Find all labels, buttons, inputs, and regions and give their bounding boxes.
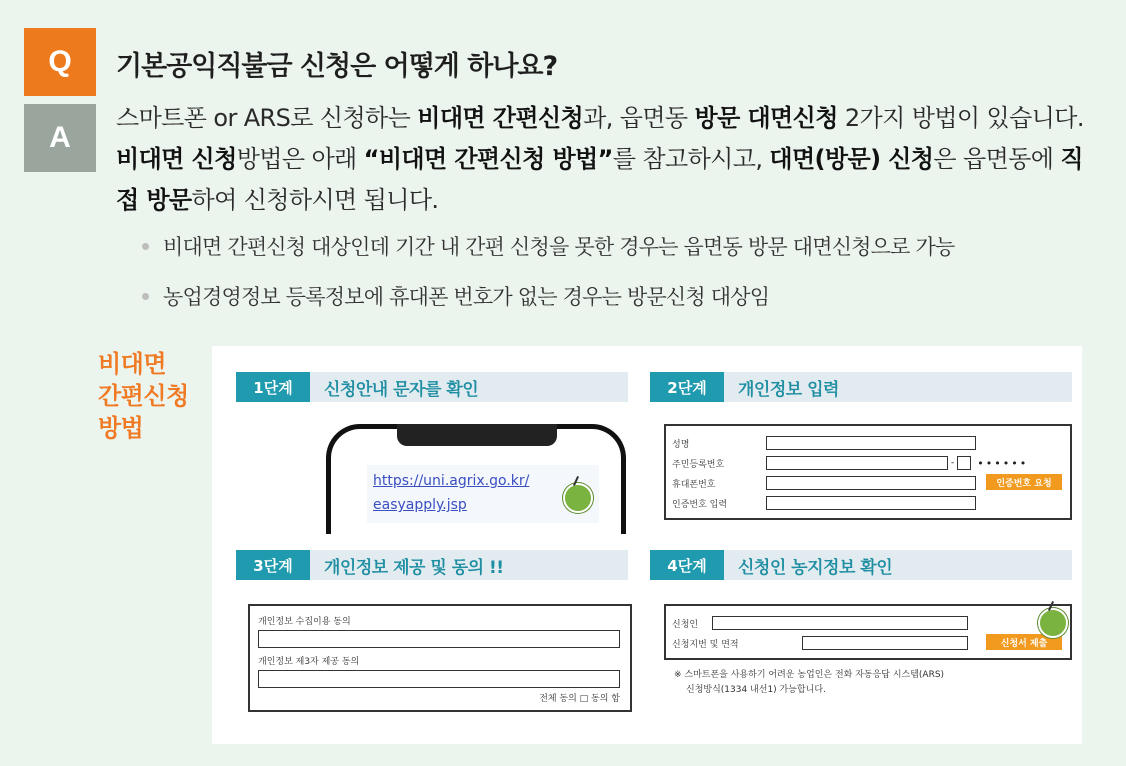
resident-number-field[interactable] xyxy=(766,456,948,470)
method-title: 비대면 간편신청 방법 xyxy=(98,350,189,442)
step-3-header: 3단계 개인정보 제공 및 동의 !! xyxy=(236,550,628,580)
apply-link-path[interactable]: easyapply.jsp xyxy=(373,497,467,513)
phone-field[interactable] xyxy=(766,476,976,490)
agree-all-checkbox[interactable]: 전체 동의 □ 동의 함 xyxy=(539,694,620,704)
submit-application-button[interactable]: 신청서 제출 xyxy=(986,634,1062,650)
bullet-item: 비대면 간편신청 대상인데 기간 내 간편 신청을 못한 경우는 읍면동 방문 대면신청으로 가능 xyxy=(142,232,954,260)
request-auth-button[interactable]: 인증번호 요청 xyxy=(986,474,1062,490)
note-bullets xyxy=(142,232,954,332)
ars-note: ※ 스마트폰을 사용하기 어려운 농업인은 전화 자동응답 시스템(ARS) 신청방식(1334 내선1) 가능합니다. xyxy=(674,670,945,695)
apple-cursor-icon xyxy=(563,483,593,513)
consent-box-2[interactable] xyxy=(258,670,620,688)
question-badge: Q xyxy=(24,28,96,96)
bullet-item: 농업경영정보 등록정보에 휴대폰 번호가 없는 경우는 방문신청 대상임 xyxy=(142,282,954,310)
phone-notch xyxy=(397,424,557,446)
answer-badge: A xyxy=(24,104,96,172)
answer-text: 스마트폰 or ARS로 신청하는 비대면 간편신청과, 읍면동 방문 대면신청 2가지 방법이 있습니다. 비대면 신청방법은 아래 “비대면 간편신청 방법”를 참고하시고, 대면(방문) 신청은 읍면동에 직접 방문하여 신청하시면 됩니다. xyxy=(116,104,1084,214)
phone-illustration xyxy=(326,424,626,534)
name-field[interactable] xyxy=(766,436,976,450)
lot-area-field[interactable] xyxy=(802,636,968,650)
method-panel xyxy=(212,346,1082,744)
auth-code-field[interactable] xyxy=(766,496,976,510)
personal-info-form: 성명 주민등록번호 - •••••• 휴대폰번호 인증번호 입력 인증번호 요청 xyxy=(664,424,1072,520)
step-2-header: 2단계 개인정보 입력 xyxy=(650,372,1072,402)
question-text: 기본공익직불금 신청은 어떻게 하나요? xyxy=(116,51,558,82)
consent-box-1[interactable] xyxy=(258,630,620,648)
apple-cursor-icon xyxy=(1038,608,1068,638)
bullet-dot-icon xyxy=(142,243,149,250)
apply-link[interactable]: https://uni.agrix.go.kr/ xyxy=(373,473,530,489)
step-1-header: 1단계 신청안내 문자를 확인 xyxy=(236,372,628,402)
farmland-form: 신청인 신청지번 및 면적 신청서 제출 xyxy=(664,604,1072,660)
resident-number-suffix-field[interactable] xyxy=(957,456,971,470)
applicant-field[interactable] xyxy=(712,616,968,630)
consent-form: 개인정보 수집이용 동의 개인정보 제3자 제공 동의 전체 동의 □ 동의 함 xyxy=(248,604,632,712)
bullet-dot-icon xyxy=(142,293,149,300)
sms-message xyxy=(367,465,599,523)
step-4-header: 4단계 신청인 농지정보 확인 xyxy=(650,550,1072,580)
